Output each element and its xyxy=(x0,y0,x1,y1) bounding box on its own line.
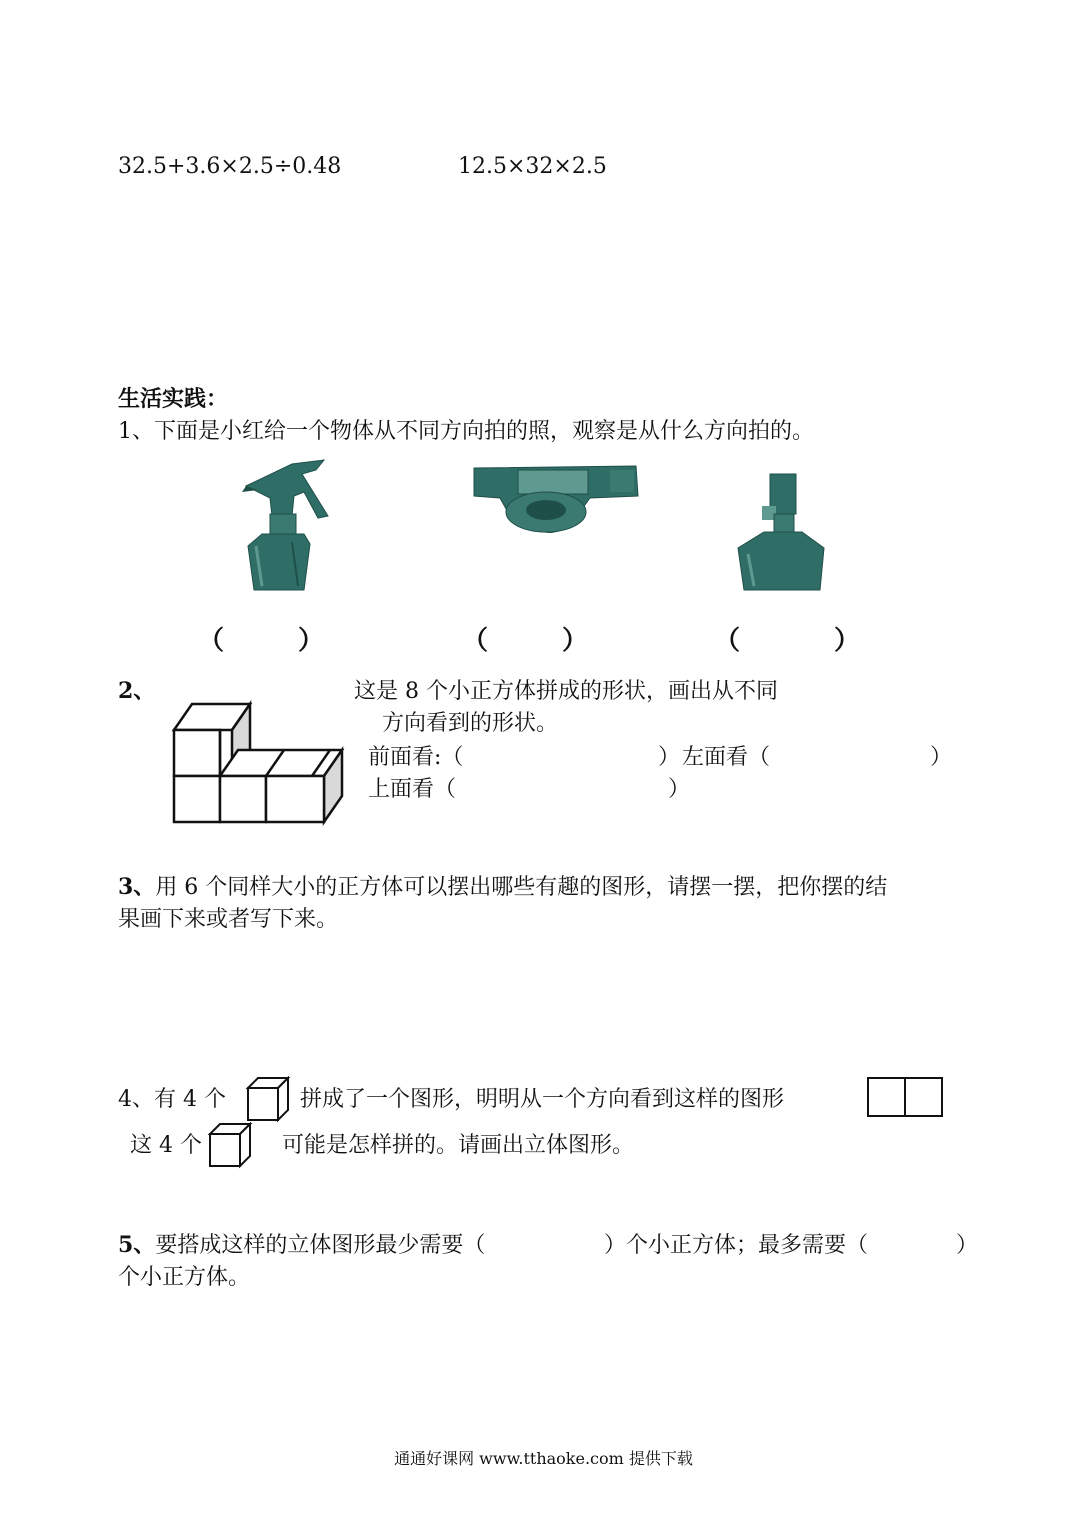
q1-answer-3-close: ） xyxy=(834,626,861,656)
q4-line1-start: 4、有 4 个 xyxy=(118,1087,226,1112)
q5-text-a: 要搭成这样的立体图形最少需要（ xyxy=(155,1233,486,1258)
q2-front-label: 前面看:（ xyxy=(368,745,464,770)
q2-top-close: ） xyxy=(668,777,691,802)
cube-stack-figure xyxy=(172,700,348,826)
q1-answer-3-open: （ xyxy=(714,626,741,656)
q3-line1-text: 用 6 个同样大小的正方体可以摆出哪些有趣的图形，请摆一摆，把你摆的结 xyxy=(155,875,888,900)
q5-line1 xyxy=(118,1228,485,1259)
expression-1: 32.5+3.6×2.5÷0.48 xyxy=(118,154,342,179)
small-cube-icon xyxy=(208,1122,252,1168)
q3-line1 xyxy=(118,870,887,901)
q1-answer-2-close: ） xyxy=(562,626,589,656)
q4-line2-end: 可能是怎样拼的。请画出立体图形。 xyxy=(282,1133,635,1158)
q2-text-line1: 这是 8 个小正方体拼成的形状，画出从不同 xyxy=(354,679,778,704)
q2-top-label: 上面看（ xyxy=(368,777,457,802)
spray-bottle-top-image xyxy=(470,460,642,544)
q4-line1-end: 拼成了一个图形，明明从一个方向看到这样的图形 xyxy=(300,1087,785,1112)
q4-line2-start: 这 4 个 xyxy=(130,1133,202,1158)
q3-number: 3、 xyxy=(118,874,156,900)
q5-text-b: ）个小正方体；最多需要（ xyxy=(604,1233,869,1258)
page-footer: 通通好课网 www.tthaoke.com 提供下载 xyxy=(394,1449,693,1468)
two-square-view-figure xyxy=(866,1076,946,1118)
q1-text: 1、下面是小红给一个物体从不同方向拍的照，观察是从什么方向拍的。 xyxy=(118,419,814,444)
q2-left-label: 左面看（ xyxy=(682,745,771,770)
spray-bottle-front-image xyxy=(734,470,830,594)
section-title: 生活实践： xyxy=(118,386,229,412)
q2-number: 2、 xyxy=(118,678,156,704)
expression-2: 12.5×32×2.5 xyxy=(458,154,607,179)
q5-line2: 个小正方体。 xyxy=(118,1265,251,1290)
q2-front-close: ） xyxy=(658,745,681,770)
spray-bottle-side-image xyxy=(232,456,342,596)
q3-line2: 果画下来或者写下来。 xyxy=(118,907,339,932)
small-cube-icon xyxy=(246,1076,290,1122)
q1-answer-1-close: ） xyxy=(298,626,325,656)
q1-answer-1-open: （ xyxy=(198,626,225,656)
q5-text-c: ） xyxy=(956,1233,979,1258)
q2-left-close: ） xyxy=(930,745,953,770)
q5-number: 5、 xyxy=(118,1232,156,1258)
q2-text-line2: 方向看到的形状。 xyxy=(382,711,559,736)
q1-answer-2-open: （ xyxy=(462,626,489,656)
